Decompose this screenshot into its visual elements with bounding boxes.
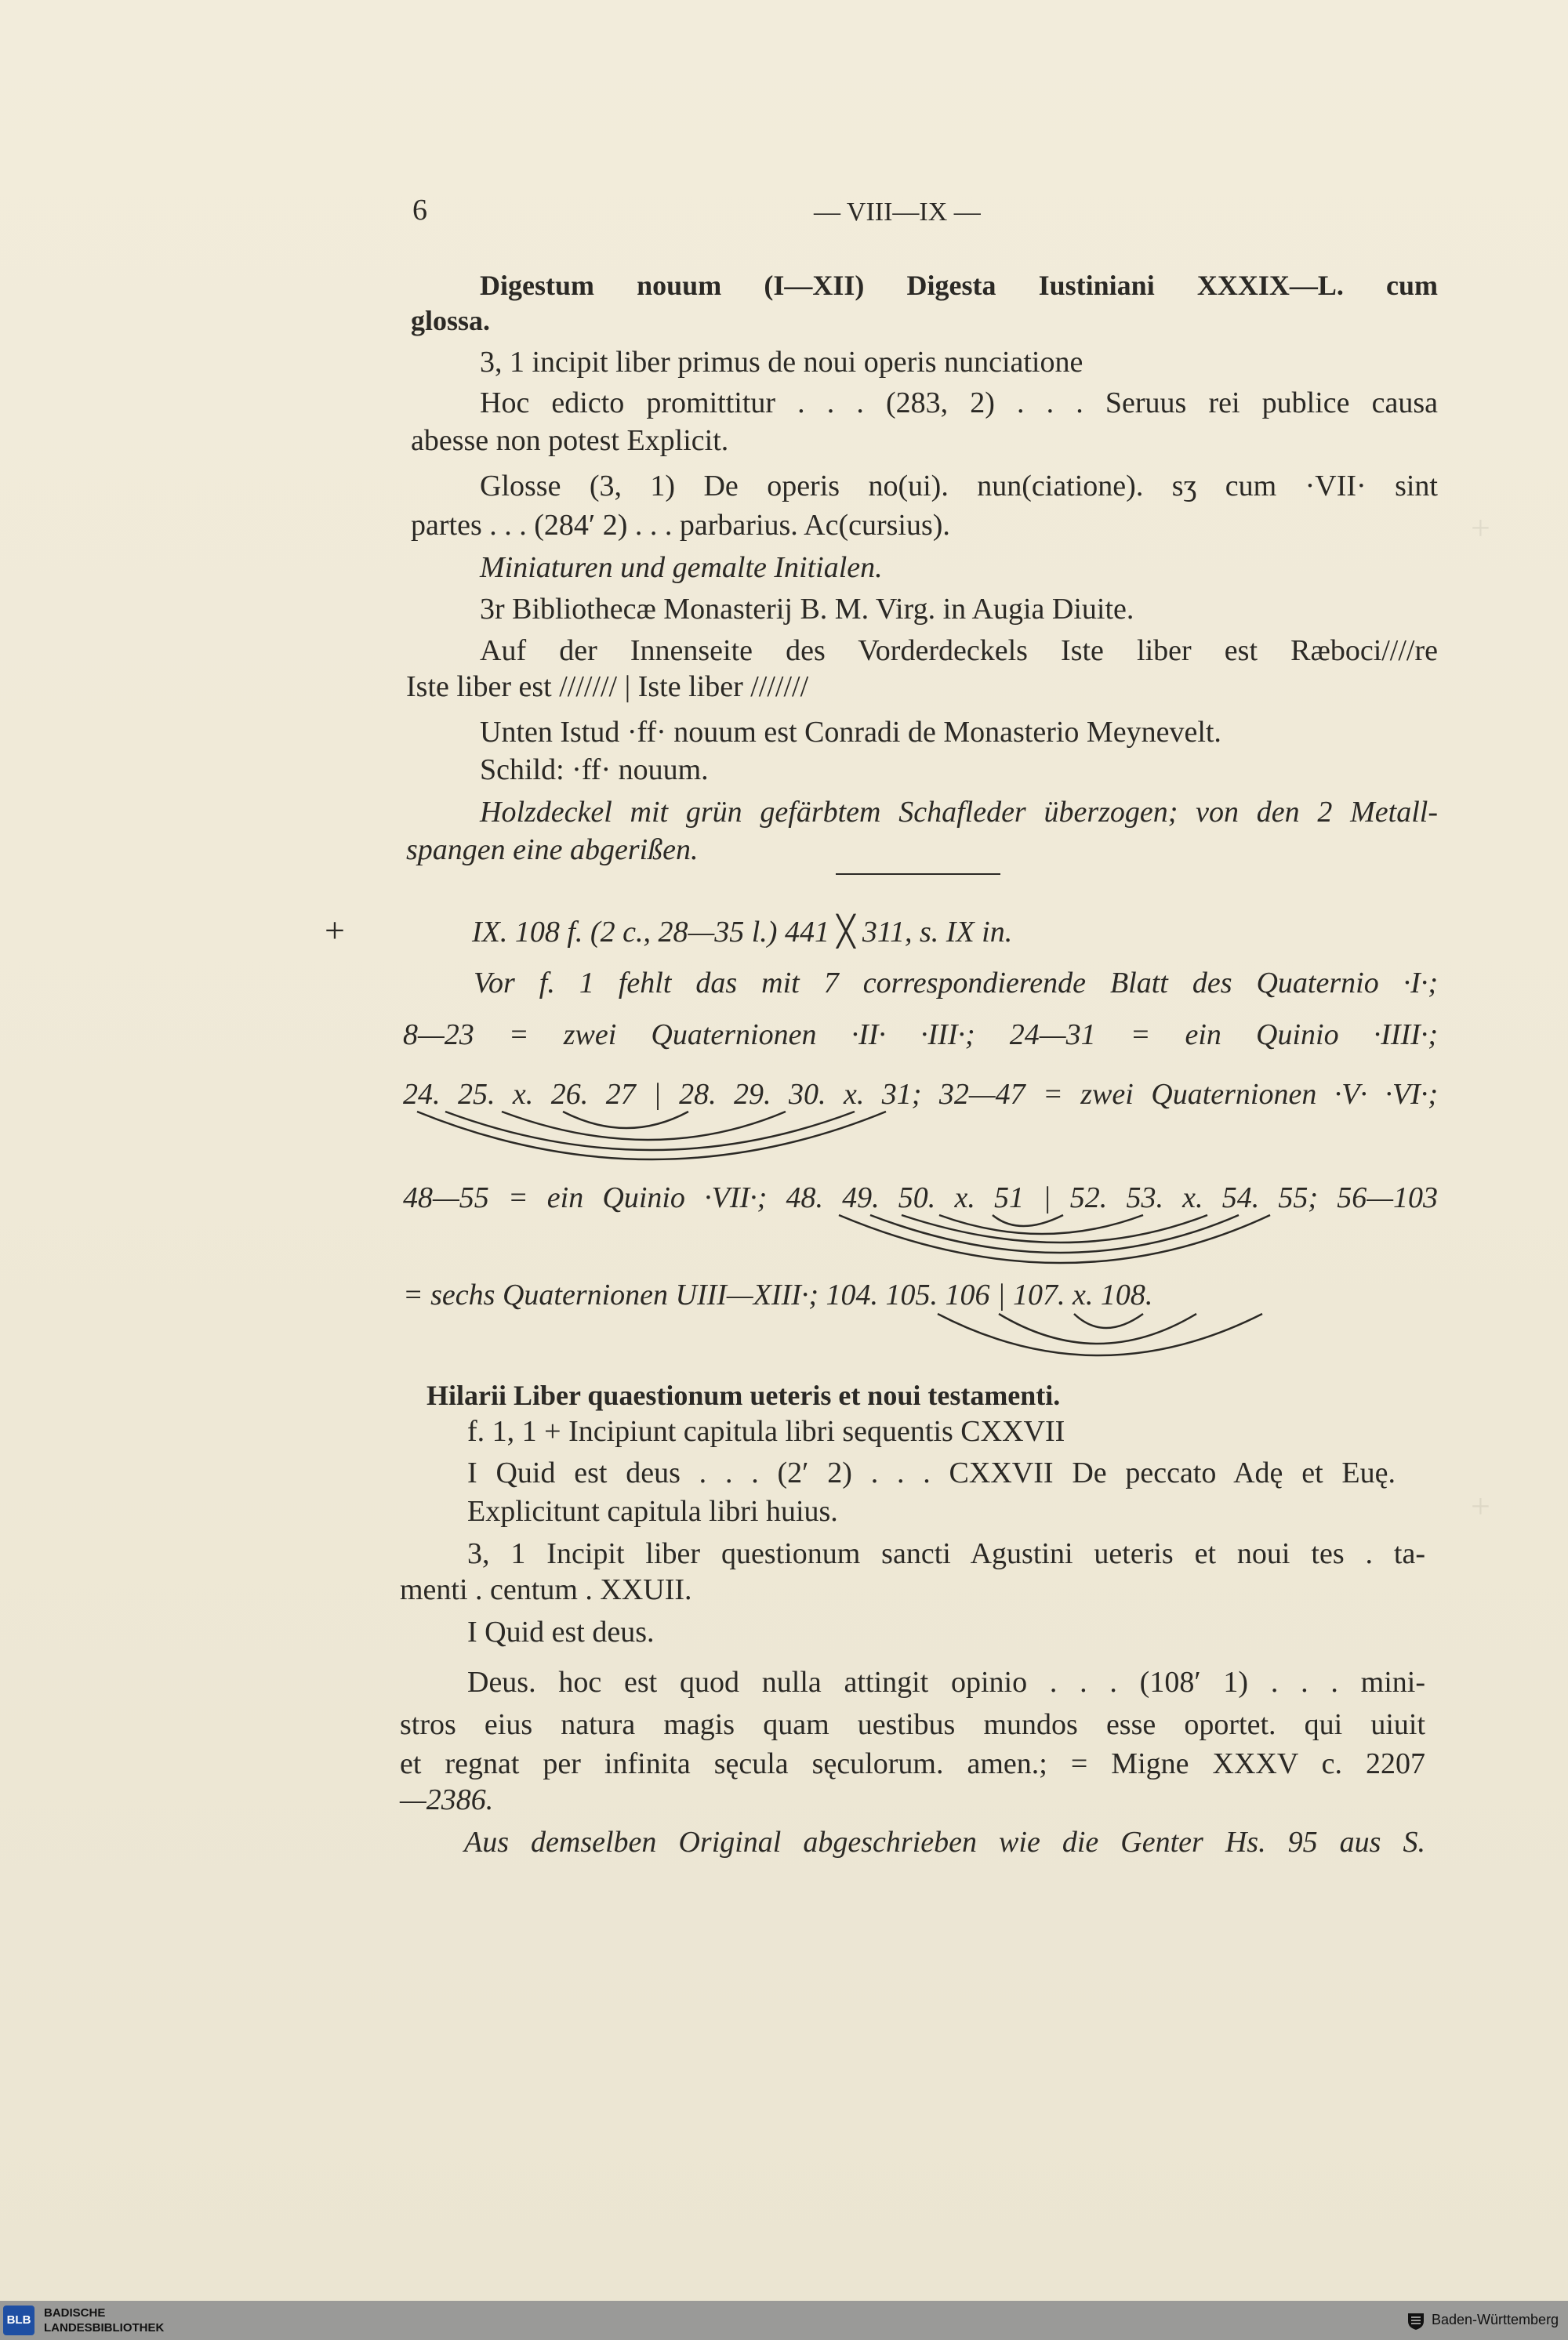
entry-ix-text: Deus. hoc est quod nulla attingit opinio . . . (108′ 1) . . . mini-	[467, 1666, 1425, 1699]
margin-cross-mark: +	[325, 910, 345, 950]
entry-viii-text: Hoc edicto promittitur . . . (283, 2) . . . Seruus rei publice causa	[480, 386, 1438, 419]
quire-arc	[563, 1112, 688, 1128]
state-name[interactable]: Baden-Württemberg	[1432, 2312, 1559, 2327]
entry-viii-binding: spangen eine abgerißen.	[406, 833, 699, 866]
entry-ix-text: Explicitunt capitula libri huius.	[467, 1495, 838, 1528]
quire-arc	[1074, 1314, 1143, 1328]
quire-arc	[445, 1112, 855, 1150]
quire-arc	[993, 1215, 1063, 1226]
entry-viii-inscription: Auf der Innenseite des Vorderdeckels Iste liber est Ræboci////re	[480, 634, 1438, 667]
entry-viii-glosse: Glosse (3, 1) De operis no(ui). nun(ciatione). sʒ cum ·VII· sint	[480, 470, 1438, 502]
entry-ix-collation: 24. 25. x. 26. 27 | 28. 29. 30. x. 31; 32—47 = zwei Quaternionen ·V· ·VI·;	[403, 1078, 1438, 1111]
page-number: 6	[412, 194, 427, 227]
quire-arc	[999, 1314, 1196, 1344]
entry-ix-title: Hilarii Liber quaestionum ueteris et noui testamenti.	[426, 1380, 1061, 1411]
state-coat-of-arms-icon	[1405, 2310, 1427, 2331]
quire-arc	[839, 1215, 1270, 1263]
quire-arc	[417, 1112, 886, 1159]
quire-arc	[938, 1314, 1262, 1355]
entry-ix-text: 3, 1 Incipit liber questionum sancti Agustini ueteris et noui tes . ta-	[467, 1537, 1425, 1570]
entry-viii-note: Miniaturen und gemalte Initialen.	[480, 551, 883, 584]
entry-viii-ownership: 3r Bibliothecæ Monasterij B. M. Virg. in Augia Diuite.	[480, 593, 1134, 626]
bleedthrough-cross: +	[1471, 509, 1490, 547]
entry-ix-text: et regnat per infinita sęcula sęculorum. amen.; = Migne XXXV c. 2207	[400, 1747, 1425, 1780]
entry-viii-label: Schild: ·ff· nouum.	[480, 753, 709, 786]
entry-viii-incipit: 3, 1 incipit liber primus de noui operis nunciatione	[480, 346, 1083, 379]
library-name[interactable]: BADISCHE LANDESBIBLIOTHEK	[44, 2306, 165, 2335]
entry-ix-collation: 48—55 = ein Quinio ·VII·; 48. 49. 50. x. 51 | 52. 53. x. 54. 55; 56—103	[403, 1181, 1438, 1214]
entry-viii-title: Digestum nouum (I—XII) Digesta Iustiniani XXXIX—L. cum	[480, 270, 1438, 301]
running-head: — VIII—IX —	[814, 198, 981, 227]
entry-ix-provenance: Aus demselben Original abgeschrieben wie die Genter Hs. 95 aus S.	[464, 1826, 1425, 1859]
entry-ix-collation: Vor f. 1 fehlt das mit 7 correspondierende Blatt des Quaternio ·I·;	[474, 967, 1438, 999]
entry-ix-text: stros eius natura magis quam uestibus mundos esse oportet. qui uiuit	[400, 1708, 1425, 1741]
entry-ix-collation: 8—23 = zwei Quaternionen ·II· ·III·; 24—31 = ein Quinio ·IIII·;	[403, 1018, 1438, 1051]
entry-ix-text: f. 1, 1 + Incipiunt capitula libri sequentis CXXVII	[467, 1415, 1065, 1448]
bleedthrough-cross: +	[1471, 1487, 1490, 1526]
entry-viii-inscription: Iste liber est /////// | Iste liber ///////	[406, 670, 809, 703]
viewer-footer	[0, 2301, 1568, 2340]
entry-viii-inscription: Unten Istud ·ff· nouum est Conradi de Monasterio Meynevelt.	[480, 716, 1221, 749]
quire-arc	[502, 1112, 786, 1140]
blb-logo[interactable]: BLB	[3, 2306, 34, 2335]
entry-ix-heading: IX. 108 f. (2 c., 28—35 l.) 441 ╳ 311, s. IX in.	[472, 916, 1013, 949]
entry-ix-text: menti . centum . XXUII.	[400, 1573, 692, 1606]
entry-ix-text: I Quid est deus.	[467, 1616, 655, 1649]
entry-viii-binding: Holzdeckel mit grün gefärbtem Schafleder überzogen; von den 2 Metall-	[480, 796, 1438, 829]
entry-ix-text: I Quid est deus . . . (2′ 2) . . . CXXVII De peccato Adę et Euę.	[467, 1457, 1396, 1489]
entry-viii-text: partes . . . (284′ 2) . . . parbarius. Ac(cursius).	[411, 509, 950, 542]
entry-viii-title-cont: glossa.	[411, 305, 491, 336]
entry-ix-collation: = sechs Quaternionen UIII—XIII·; 104. 105. 106 | 107. x. 108.	[403, 1279, 1153, 1311]
entry-viii-text: abesse non potest Explicit.	[411, 424, 729, 457]
entry-ix-text: —2386.	[400, 1783, 494, 1816]
